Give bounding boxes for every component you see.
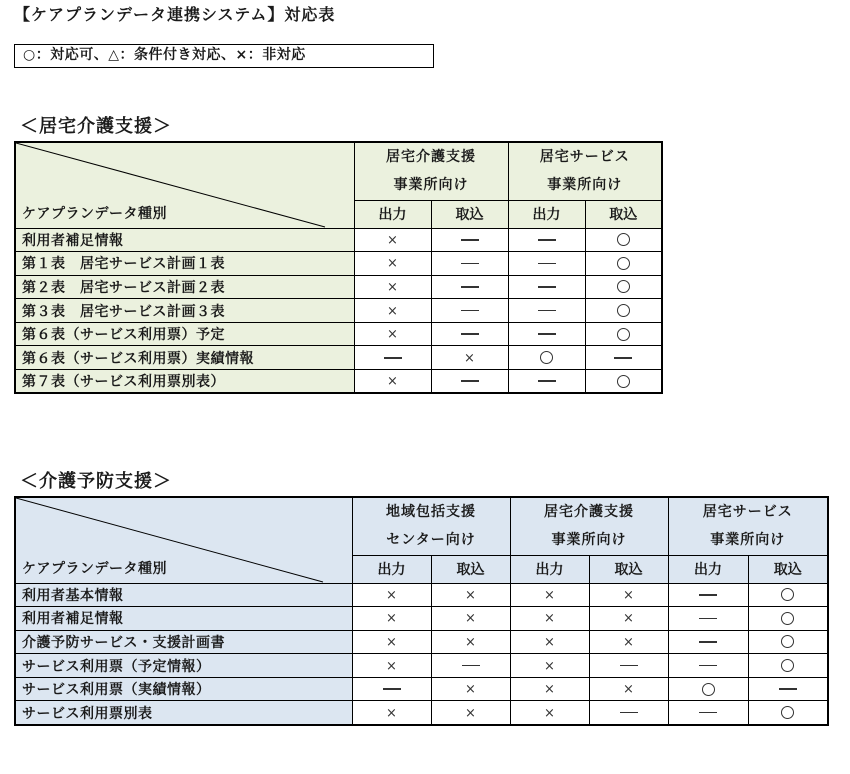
legend-box: ○：対応可、△：条件付き対応、×：非対応 <box>14 44 434 68</box>
mark-none <box>431 228 508 252</box>
group-header-line1: 地域包括支援 <box>386 504 476 521</box>
row-label: 利用者補足情報 <box>15 228 354 252</box>
mark-none <box>431 252 508 276</box>
group-header <box>510 497 668 555</box>
mark-unavailable: × <box>352 654 431 678</box>
mark-none <box>668 654 748 678</box>
group-header-line2: センター向け <box>386 532 476 549</box>
mark-unavailable: × <box>510 677 589 701</box>
corner-label: ケアプランデータ種別 <box>22 560 167 577</box>
table-row <box>15 346 662 370</box>
sub-header: 取込 <box>431 200 508 228</box>
mark-none <box>508 228 585 252</box>
sub-header: 出力 <box>510 555 589 583</box>
page-title: 【ケアプランデータ連携システム】対応表 <box>14 5 336 24</box>
mark-none <box>431 322 508 346</box>
table-row <box>15 252 662 276</box>
row-label: 第６表（サービス利用票）実績情報 <box>15 346 354 370</box>
row-label: 第６表（サービス利用票）予定 <box>15 322 354 346</box>
mark-none <box>508 252 585 276</box>
mark-none <box>668 630 748 654</box>
mark-none <box>508 322 585 346</box>
mark-unavailable: × <box>510 701 589 725</box>
mark-unavailable: × <box>354 252 431 276</box>
mark-unavailable: × <box>354 322 431 346</box>
mark-none <box>668 583 748 607</box>
mark-available <box>508 346 585 370</box>
mark-none <box>431 275 508 299</box>
mark-none <box>585 346 662 370</box>
mark-unavailable: × <box>431 630 510 654</box>
row-label: サービス利用票（予定情報） <box>15 654 352 678</box>
mark-unavailable: × <box>354 228 431 252</box>
table-row <box>15 299 662 323</box>
mark-available <box>748 654 828 678</box>
row-label: 第１表 居宅サービス計画１表 <box>15 252 354 276</box>
mark-none <box>508 370 585 394</box>
mark-none <box>431 370 508 394</box>
row-label: 利用者補足情報 <box>15 607 352 631</box>
mark-unavailable: × <box>431 583 510 607</box>
mark-unavailable: × <box>589 583 668 607</box>
sub-header: 出力 <box>354 200 431 228</box>
mark-unavailable: × <box>354 370 431 394</box>
mark-available <box>748 607 828 631</box>
mark-available <box>585 370 662 394</box>
sub-header: 出力 <box>352 555 431 583</box>
sub-header: 出力 <box>508 200 585 228</box>
sub-header: 取込 <box>748 555 828 583</box>
mark-available <box>585 252 662 276</box>
table-row <box>15 322 662 346</box>
table-row <box>15 228 662 252</box>
mark-unavailable: × <box>354 299 431 323</box>
table-row <box>15 677 828 701</box>
mark-unavailable: × <box>352 701 431 725</box>
corner-label: ケアプランデータ種別 <box>22 205 167 222</box>
row-label: 利用者基本情報 <box>15 583 352 607</box>
mark-available <box>585 299 662 323</box>
mark-unavailable: × <box>352 583 431 607</box>
mark-none <box>589 654 668 678</box>
mark-available <box>668 677 748 701</box>
mark-none <box>748 677 828 701</box>
mark-unavailable: × <box>589 607 668 631</box>
row-label: 第３表 居宅サービス計画３表 <box>15 299 354 323</box>
group-header-line1: 居宅介護支援 <box>386 149 476 166</box>
mark-unavailable: × <box>510 630 589 654</box>
mark-none <box>668 701 748 725</box>
sub-header: 取込 <box>585 200 662 228</box>
table-kyotaku <box>14 141 663 394</box>
mark-available <box>748 583 828 607</box>
mark-unavailable: × <box>510 654 589 678</box>
mark-unavailable: × <box>589 630 668 654</box>
row-label: 第２表 居宅サービス計画２表 <box>15 275 354 299</box>
group-header-line1: 居宅サービス <box>702 504 793 521</box>
sub-header: 出力 <box>668 555 748 583</box>
mark-available <box>748 630 828 654</box>
section-title-yobou: ＜介護予防支援＞ <box>20 471 172 492</box>
mark-unavailable: × <box>431 677 510 701</box>
mark-available <box>585 275 662 299</box>
group-header-line1: 居宅介護支援 <box>544 504 634 521</box>
group-header <box>508 142 662 200</box>
row-label: サービス利用票（実績情報） <box>15 677 352 701</box>
mark-unavailable: × <box>352 630 431 654</box>
row-label: サービス利用票別表 <box>15 701 352 725</box>
mark-none <box>668 607 748 631</box>
mark-unavailable: × <box>431 701 510 725</box>
section-title-kyotaku: ＜居宅介護支援＞ <box>20 116 172 137</box>
table-row <box>15 370 662 394</box>
mark-none <box>354 346 431 370</box>
group-header-line2: 事業所向け <box>393 177 469 194</box>
group-header-line2: 事業所向け <box>547 177 623 194</box>
mark-none <box>431 299 508 323</box>
group-header <box>668 497 828 555</box>
group-header-line2: 事業所向け <box>551 532 627 549</box>
mark-none <box>508 275 585 299</box>
sub-header: 取込 <box>431 555 510 583</box>
mark-none <box>431 654 510 678</box>
group-header <box>352 497 510 555</box>
table-row <box>15 630 828 654</box>
table-row <box>15 607 828 631</box>
mark-unavailable: × <box>352 607 431 631</box>
row-label: 介護予防サービス・支援計画書 <box>15 630 352 654</box>
table-row <box>15 654 828 678</box>
table-row <box>15 275 662 299</box>
mark-unavailable: × <box>354 275 431 299</box>
corner-header <box>15 142 354 228</box>
mark-unavailable: × <box>431 607 510 631</box>
table-row <box>15 701 828 725</box>
group-header-line1: 居宅サービス <box>539 149 630 166</box>
mark-unavailable: × <box>431 346 508 370</box>
mark-unavailable: × <box>510 583 589 607</box>
mark-unavailable: × <box>589 677 668 701</box>
mark-unavailable: × <box>510 607 589 631</box>
mark-none <box>589 701 668 725</box>
mark-available <box>585 228 662 252</box>
mark-none <box>352 677 431 701</box>
group-header <box>354 142 508 200</box>
corner-header <box>15 497 352 583</box>
table-row <box>15 583 828 607</box>
mark-available <box>585 322 662 346</box>
mark-none <box>508 299 585 323</box>
row-label: 第７表（サービス利用票別表） <box>15 370 354 394</box>
table-yobou <box>14 496 829 726</box>
sub-header: 取込 <box>589 555 668 583</box>
mark-available <box>748 701 828 725</box>
group-header-line2: 事業所向け <box>710 532 786 549</box>
